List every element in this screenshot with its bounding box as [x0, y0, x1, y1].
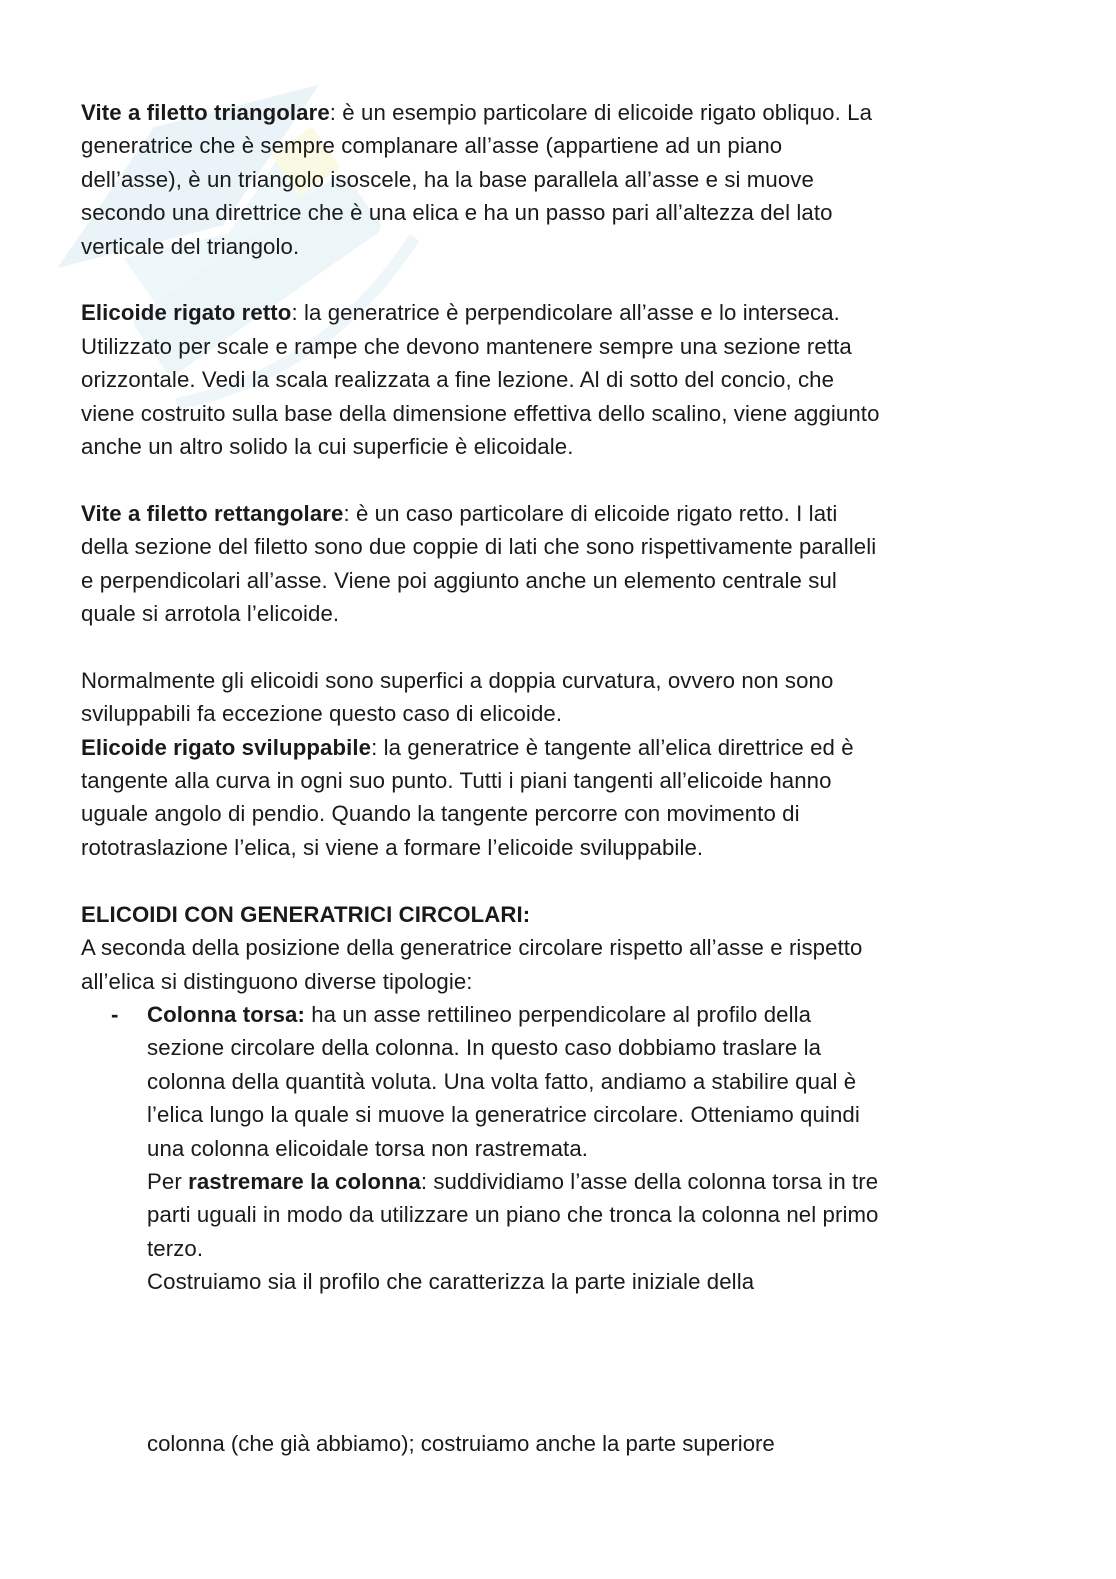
paragraph-scale-rampe: Utilizzato per scale e rampe che devono mantenere sempre una sezione retta orizzontale. Vedi la scala realizzata a fine lezione. Al di sotto del concio, che viene costruito sulla base della dimensione effettiva dello scalino, viene aggiunto anche un altro solido la cui superficie è elicoidale. [81, 333, 880, 460]
cut-off-line: colonna (che già abbiamo); costruiamo anche la parte superiore [147, 1431, 775, 1456]
paragraph-elicoide-sviluppabile: Elicoide rigato sviluppabile: la generatrice è tangente all’elica direttrice ed è tangente alla curva in ogni suo punto. Tutti i piani tangenti all’elicoide hanno uguale angolo di pendio. Quando la tangente percorre con movimento di rototraslazione l’elica, si viene a formare l’elicoide sviluppabile. [81, 734, 854, 860]
section-heading: ELICOIDI CON GENERATRICI CIRCOLARI: [81, 901, 531, 927]
bullet-dash: - [111, 1001, 119, 1027]
list-item-colonna-torsa: - Colonna torsa: ha un asse rettilineo perpendicolare al profilo della sezione circolare della colonna. In questo caso dobbiamo traslare la colonna della quantità voluta. Una volta fatto, andiamo a stabilire qual è l’elica lungo la quale si muove la generatrice circolare. Otteniamo quindi una colonna elicoidale torsa non rastremata. Per rastremare la colonna: suddividiamo l’asse della colonna torsa in tre parti uguali in modo da utilizzare un piano che tronca la colonna nel primo terzo. Costruiamo sia il profilo che caratterizza la parte iniziale della [81, 998, 881, 1299]
paragraph-vite-rettangolare: Vite a filetto rettangolare: è un caso particolare di elicoide rigato retto. I lati della sezione del filetto sono due coppie di lati che sono rispettivamente paralleli e perpendicolari all’asse. Viene poi aggiunto anche un elemento centrale sul quale si arrotola l’elicoide. [81, 500, 877, 627]
paragraph-doppia-curvatura: Normalmente gli elicoidi sono superfici a doppia curvatura, ovvero non sono sviluppabili fa eccezione questo caso di elicoide. [81, 667, 834, 727]
paragraph-tipologie: A seconda della posizione della generatrice circolare rispetto all’asse e rispetto all’elica si distinguono diverse tipologie: [81, 935, 863, 994]
paragraph-vite-triangolare: Vite a filetto triangolare: è un esempio particolare di elicoide rigato obliquo. La generatrice che è sempre complanare all’asse (appartiene ad un piano dell’asse), è un triangolo isoscele, ha la base parallela all’asse e si muove secondo una direttrice che è una elica e ha un passo pari all’altezza del lato verticale del triangolo. [81, 100, 873, 259]
paragraph-costruiamo: Costruiamo sia il profilo che caratterizza la parte iniziale della [147, 1269, 755, 1295]
paragraph-elicoide-retto: Elicoide rigato retto: la generatrice è perpendicolare all’asse e lo interseca. [81, 300, 840, 326]
document-body [81, 96, 881, 1299]
paragraph-rastremare: Per rastremare la colonna: suddividiamo l’asse della colonna torsa in tre parti uguali in modo da utilizzare un piano che tronca la colonna nel primo terzo. [147, 1168, 879, 1261]
